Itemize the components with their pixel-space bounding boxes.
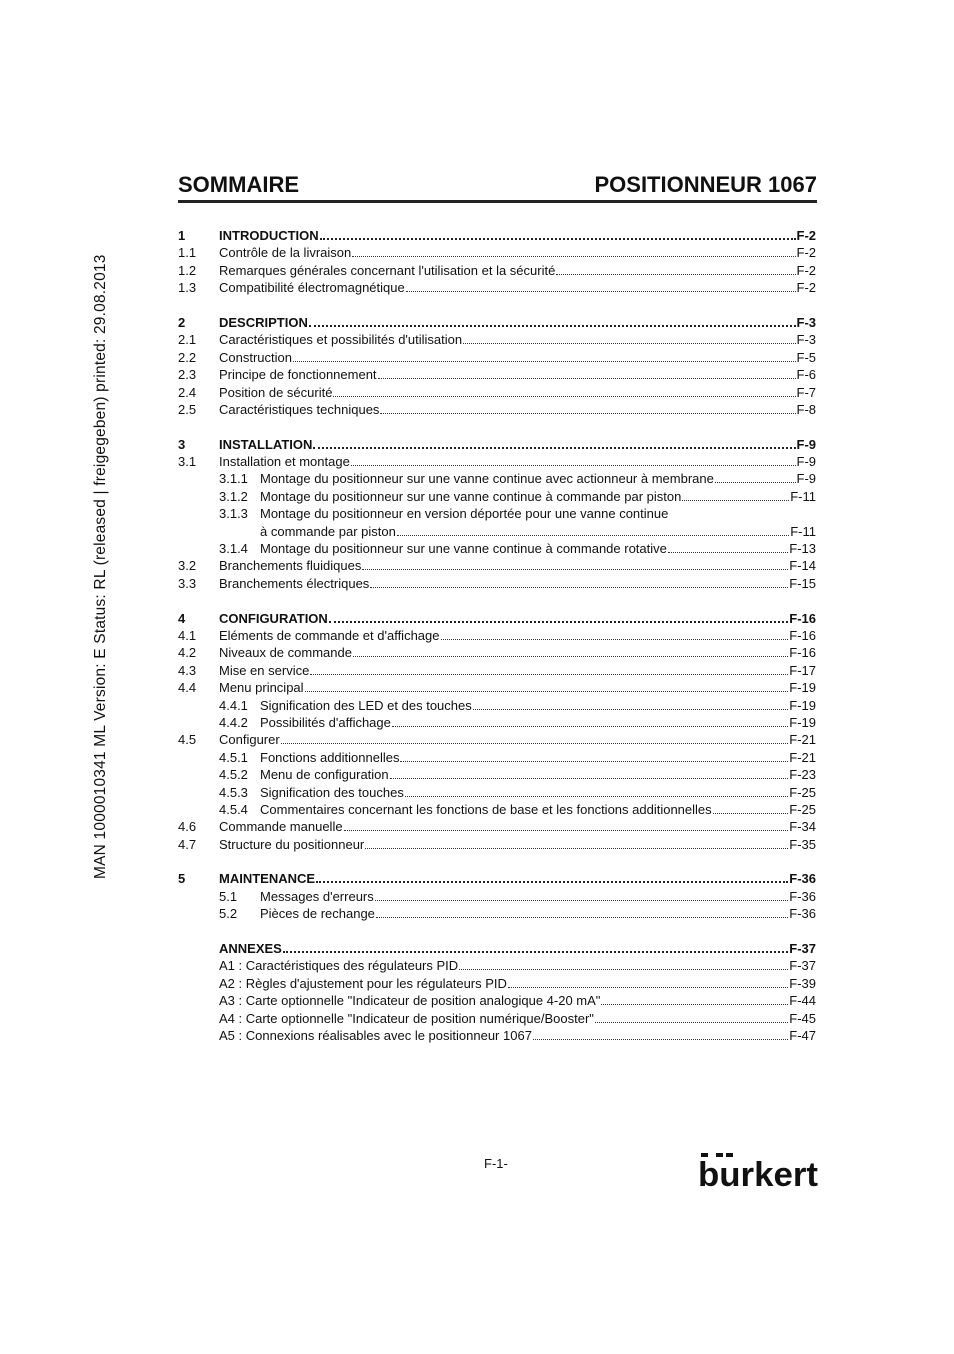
toc-entry[interactable] bbox=[178, 766, 816, 783]
toc-entry-title: Pièces de rechange bbox=[260, 906, 375, 922]
toc-entry-title: A2 : Règles d'ajustement pour les régulateurs PID bbox=[219, 975, 507, 991]
toc-entry-title: A5 : Connexions réalisables avec le positionneur 1067 bbox=[219, 1027, 532, 1043]
toc-entry-number: 2.3 bbox=[178, 367, 197, 383]
toc-entry[interactable] bbox=[178, 957, 816, 974]
toc-leader-dots bbox=[344, 830, 789, 831]
toc-entry[interactable] bbox=[178, 349, 816, 366]
toc-entry-title: DESCRIPTION bbox=[219, 314, 308, 330]
page-header bbox=[178, 172, 817, 203]
toc-entry[interactable] bbox=[178, 401, 816, 418]
toc-entry[interactable] bbox=[178, 384, 816, 401]
toc-entry-page: F-15 bbox=[789, 575, 816, 591]
toc-leader-dots bbox=[380, 413, 795, 414]
toc-spacer bbox=[178, 853, 816, 870]
toc-entry-page: F-25 bbox=[789, 784, 816, 800]
toc-entry-number: 4.5 bbox=[178, 732, 197, 748]
toc-entry-subnumber: 3.1.2 bbox=[219, 488, 248, 504]
toc-entry-page: F-47 bbox=[789, 1027, 816, 1043]
toc-entry[interactable] bbox=[178, 610, 816, 627]
toc-entry[interactable] bbox=[178, 244, 816, 261]
toc-entry-number: 3.2 bbox=[178, 558, 197, 574]
toc-leader-dots bbox=[601, 1004, 788, 1005]
toc-entry-title: à commande par piston bbox=[260, 523, 396, 539]
toc-entry-number: 1 bbox=[178, 228, 186, 243]
toc-entry-title: Montage du positionneur sur une vanne continue avec actionneur à membrane bbox=[260, 471, 714, 487]
toc-entry-number: 4.4 bbox=[178, 680, 197, 696]
toc-leader-dots bbox=[392, 726, 788, 727]
toc-entry-page: F-23 bbox=[789, 767, 816, 783]
toc-entry-title: Construction bbox=[219, 349, 292, 365]
toc-entry[interactable] bbox=[178, 575, 816, 592]
toc-entry-title: Caractéristiques techniques bbox=[219, 401, 380, 417]
toc-leader-dots bbox=[309, 325, 796, 327]
burkert-logo bbox=[697, 1148, 819, 1193]
toc-entry-subnumber: 4.4.2 bbox=[219, 714, 248, 730]
toc-entry-title: Signification des LED et des touches bbox=[260, 697, 472, 713]
toc-leader-dots bbox=[390, 778, 789, 779]
toc-entry[interactable] bbox=[178, 644, 816, 661]
toc-leader-dots bbox=[378, 378, 796, 379]
toc-entry[interactable] bbox=[178, 453, 816, 470]
toc-entry[interactable] bbox=[178, 1010, 816, 1027]
toc-entry-number: 4 bbox=[178, 610, 186, 626]
toc-spacer bbox=[178, 592, 816, 609]
toc-entry-page: F-16 bbox=[789, 627, 816, 643]
toc-entry-page: F-34 bbox=[789, 819, 816, 835]
toc-entry[interactable] bbox=[178, 505, 816, 522]
toc-entry[interactable] bbox=[178, 784, 816, 801]
toc-entry-page: F-9 bbox=[796, 454, 816, 470]
toc-entry[interactable] bbox=[178, 331, 816, 348]
toc-entry-page: F-9 bbox=[796, 436, 816, 452]
toc-entry-page: F-9 bbox=[796, 471, 816, 487]
toc-entry-title: Niveaux de commande bbox=[219, 645, 352, 661]
toc-leader-dots bbox=[441, 639, 789, 640]
toc-entry-page: F-2 bbox=[796, 245, 816, 261]
toc-leader-dots bbox=[375, 900, 789, 901]
toc-entry-page: F-37 bbox=[789, 958, 816, 974]
toc-entry-subnumber: 4.5.2 bbox=[219, 767, 248, 783]
toc-entry-page: F-36 bbox=[789, 871, 816, 887]
svg-text:burkert: burkert bbox=[698, 1156, 818, 1193]
toc-entry-page: F-16 bbox=[789, 610, 816, 626]
toc-entry-title: Menu de configuration bbox=[260, 767, 389, 783]
toc-entry[interactable] bbox=[178, 314, 816, 331]
toc-entry-title: Possibilités d'affichage bbox=[260, 714, 391, 730]
toc-entry-page: F-36 bbox=[789, 906, 816, 922]
toc-leader-dots bbox=[293, 361, 796, 362]
toc-entry[interactable] bbox=[178, 905, 816, 922]
toc-entry[interactable] bbox=[178, 975, 816, 992]
toc-entry[interactable] bbox=[178, 697, 816, 714]
toc-entry-number: 2 bbox=[178, 314, 186, 330]
toc-leader-dots bbox=[329, 621, 788, 623]
toc-leader-dots bbox=[406, 291, 796, 292]
toc-entry-number: 2.1 bbox=[178, 332, 197, 348]
toc-entry-page: F-3 bbox=[796, 314, 816, 330]
toc-entry-number: 3.1 bbox=[178, 454, 197, 470]
toc-entry-title: Principe de fonctionnement bbox=[219, 367, 377, 383]
toc-entry-number: 2.2 bbox=[178, 349, 197, 365]
toc-entry[interactable] bbox=[178, 488, 816, 505]
toc-leader-dots bbox=[595, 1022, 788, 1023]
toc-entry-title: Remarques générales concernant l'utilisation et la sécurité bbox=[219, 262, 556, 278]
toc-entry[interactable] bbox=[178, 470, 816, 487]
toc-leader-dots bbox=[362, 569, 788, 570]
toc-leader-dots bbox=[316, 881, 788, 883]
toc-entry-title: ANNEXES bbox=[219, 941, 282, 957]
toc-entry-page: F-8 bbox=[796, 401, 816, 417]
toc-entry[interactable] bbox=[178, 436, 816, 453]
toc-entry-title: Branchements fluidiques bbox=[219, 558, 362, 574]
toc-entry-number: 4.6 bbox=[178, 819, 197, 835]
toc-entry-number: 4.2 bbox=[178, 645, 197, 661]
toc-entry-title: A3 : Carte optionnelle "Indicateur de position analogique 4-20 mA" bbox=[219, 993, 601, 1009]
toc-entry-number: 2.5 bbox=[178, 401, 197, 417]
toc-leader-dots bbox=[320, 238, 796, 240]
toc-entry-page: F-2 bbox=[796, 228, 816, 243]
toc-entry-page: F-7 bbox=[796, 384, 816, 400]
toc-entry-page: F-2 bbox=[796, 280, 816, 296]
toc-entry-title: Montage du positionneur sur une vanne continue à commande par piston bbox=[260, 488, 682, 504]
toc-entry-number: 3 bbox=[178, 436, 186, 452]
toc-entry-subnumber: 3.1.4 bbox=[219, 541, 248, 557]
toc-entry-title: Eléments de commande et d'affichage bbox=[219, 627, 440, 643]
toc-entry-subnumber: 4.5.3 bbox=[219, 784, 248, 800]
toc-entry[interactable] bbox=[178, 731, 816, 748]
toc-entry[interactable] bbox=[178, 366, 816, 383]
toc-entry-subnumber: 5.1 bbox=[219, 888, 238, 904]
toc-leader-dots bbox=[305, 691, 789, 692]
toc-entry-title: INSTALLATION bbox=[219, 436, 313, 452]
toc-entry-page: F-3 bbox=[796, 332, 816, 348]
toc-leader-dots bbox=[713, 813, 789, 814]
toc-entry-number: 2.4 bbox=[178, 384, 197, 400]
toc-entry-page: F-19 bbox=[789, 697, 816, 713]
toc-entry-page: F-11 bbox=[790, 523, 816, 539]
toc-entry-title: Montage du positionneur en version déportée pour une vanne continue bbox=[260, 506, 669, 522]
toc-entry[interactable] bbox=[178, 801, 816, 818]
toc-leader-dots bbox=[473, 709, 789, 710]
toc-entry-title: Menu principal bbox=[219, 680, 304, 696]
toc-entry-number: 5 bbox=[178, 871, 186, 887]
toc-entry-page: F-36 bbox=[789, 888, 816, 904]
toc-entry-number: 4.1 bbox=[178, 627, 197, 643]
toc-entry[interactable] bbox=[178, 262, 816, 279]
toc-entry[interactable] bbox=[178, 1027, 816, 1044]
toc-entry-subnumber: 3.1.3 bbox=[219, 506, 248, 522]
toc-entry-page: F-39 bbox=[789, 975, 816, 991]
toc-entry-page: F-35 bbox=[789, 836, 816, 852]
page-number: F-1- bbox=[484, 1156, 508, 1171]
toc-entry-number: 4.3 bbox=[178, 662, 197, 678]
toc-entry-page: F-2 bbox=[796, 262, 816, 278]
toc-entry-page: F-37 bbox=[789, 941, 816, 957]
toc-leader-dots bbox=[459, 969, 788, 970]
toc-entry-subnumber: 4.5.4 bbox=[219, 801, 248, 817]
toc-entry-title: Position de sécurité bbox=[219, 384, 333, 400]
toc-entry-title: Signification des touches bbox=[260, 784, 404, 800]
toc-entry-title: Installation et montage bbox=[219, 454, 350, 470]
toc-leader-dots bbox=[400, 761, 788, 762]
toc-leader-dots bbox=[370, 587, 788, 588]
toc-entry-page: F-5 bbox=[796, 349, 816, 365]
toc-entry[interactable] bbox=[178, 227, 816, 244]
toc-entry-title: Messages d'erreurs bbox=[260, 888, 374, 904]
toc-entry-page: F-16 bbox=[789, 645, 816, 661]
toc-leader-dots bbox=[405, 796, 788, 797]
toc-entry[interactable] bbox=[178, 992, 816, 1009]
toc-entry[interactable] bbox=[178, 279, 816, 296]
toc-entry-title: Compatibilité électromagnétique bbox=[219, 280, 405, 296]
toc-leader-dots bbox=[682, 500, 789, 501]
toc-entry-title: Commentaires concernant les fonctions de base et les fonctions additionnelles bbox=[260, 801, 712, 817]
toc-leader-dots bbox=[376, 917, 788, 918]
toc-entry-title: MAINTENANCE bbox=[219, 871, 316, 887]
toc-entry-title: Contrôle de la livraison bbox=[219, 245, 352, 261]
toc-entry-number: 1.1 bbox=[178, 245, 197, 261]
toc-entry[interactable] bbox=[178, 627, 816, 644]
toc-entry-subnumber: 4.5.1 bbox=[219, 749, 248, 765]
toc-spacer bbox=[178, 418, 816, 435]
toc-entry-subnumber: 4.4.1 bbox=[219, 697, 248, 713]
toc-entry-page: F-19 bbox=[789, 714, 816, 730]
toc-leader-dots bbox=[556, 274, 795, 275]
toc-entry-page: F-17 bbox=[789, 662, 816, 678]
toc-entry-number: 1.3 bbox=[178, 280, 197, 296]
toc-entry-number: 1.2 bbox=[178, 262, 197, 278]
toc-entry-subnumber: 3.1.1 bbox=[219, 471, 248, 487]
toc-leader-dots bbox=[508, 987, 788, 988]
toc-entry-title: A4 : Carte optionnelle "Indicateur de position numérique/Booster" bbox=[219, 1010, 594, 1026]
toc-leader-dots bbox=[353, 656, 788, 657]
toc-entry-title: Configurer bbox=[219, 732, 280, 748]
toc-entry-title: Montage du positionneur sur une vanne continue à commande rotative bbox=[260, 541, 667, 557]
toc-entry[interactable] bbox=[178, 888, 816, 905]
toc-entry-page: F-21 bbox=[789, 749, 816, 765]
toc-leader-dots bbox=[313, 447, 795, 449]
toc-entry-page: F-19 bbox=[789, 680, 816, 696]
toc-leader-dots bbox=[365, 848, 788, 849]
toc-entry[interactable] bbox=[178, 749, 816, 766]
toc-entry-title: Caractéristiques et possibilités d'utilisation bbox=[219, 332, 463, 348]
toc-leader-dots bbox=[310, 674, 788, 675]
toc-entry-title: CONFIGURATION bbox=[219, 610, 328, 626]
toc-entry-page: F-13 bbox=[789, 541, 816, 557]
toc-entry[interactable] bbox=[178, 714, 816, 731]
toc-entry-title: Fonctions additionnelles bbox=[260, 749, 400, 765]
toc-entry[interactable] bbox=[178, 870, 816, 887]
toc-entry[interactable] bbox=[178, 662, 816, 679]
toc-leader-dots bbox=[463, 343, 795, 344]
toc-leader-dots bbox=[333, 396, 795, 397]
toc-leader-dots bbox=[397, 535, 789, 536]
page-title: SOMMAIRE bbox=[178, 172, 299, 197]
toc-entry-title: Structure du positionneur bbox=[219, 836, 365, 852]
product-title: POSITIONNEUR 1067 bbox=[594, 172, 817, 197]
toc-leader-dots bbox=[533, 1039, 788, 1040]
toc-spacer bbox=[178, 297, 816, 314]
toc-entry-title: Commande manuelle bbox=[219, 819, 343, 835]
toc-entry-title: Branchements électriques bbox=[219, 575, 370, 591]
toc-entry-number: 3.3 bbox=[178, 575, 197, 591]
toc-entry-page: F-25 bbox=[789, 801, 816, 817]
toc-entry-title: INTRODUCTION bbox=[219, 228, 319, 243]
toc-leader-dots bbox=[281, 743, 789, 744]
toc-entry-page: F-21 bbox=[789, 732, 816, 748]
toc-entry-page: F-14 bbox=[789, 558, 816, 574]
toc-leader-dots bbox=[283, 951, 788, 953]
toc-entry[interactable] bbox=[178, 836, 816, 853]
toc-entry[interactable] bbox=[178, 523, 816, 540]
table-of-contents bbox=[178, 227, 816, 1044]
toc-entry-page: F-45 bbox=[789, 1010, 816, 1026]
toc-entry[interactable] bbox=[178, 540, 816, 557]
document-metadata-sidebar: MAN 1000010341 ML Version: E Status: RL (released | freigegeben) printed: 29.08.2013 bbox=[92, 254, 109, 879]
toc-entry[interactable] bbox=[178, 557, 816, 574]
toc-leader-dots bbox=[668, 552, 788, 553]
toc-spacer bbox=[178, 923, 816, 940]
toc-entry[interactable] bbox=[178, 679, 816, 696]
toc-leader-dots bbox=[715, 482, 796, 483]
toc-entry[interactable] bbox=[178, 818, 816, 835]
toc-entry-subnumber: 5.2 bbox=[219, 906, 238, 922]
toc-entry-title: Mise en service bbox=[219, 662, 310, 678]
toc-entry[interactable] bbox=[178, 940, 816, 957]
toc-entry-number: 4.7 bbox=[178, 836, 197, 852]
toc-entry-page: F-6 bbox=[796, 367, 816, 383]
toc-entry-page: F-44 bbox=[789, 993, 816, 1009]
toc-leader-dots bbox=[351, 465, 796, 466]
toc-leader-dots bbox=[352, 256, 795, 257]
toc-entry-page: F-11 bbox=[790, 488, 816, 504]
toc-entry-title: A1 : Caractéristiques des régulateurs PID bbox=[219, 958, 459, 974]
